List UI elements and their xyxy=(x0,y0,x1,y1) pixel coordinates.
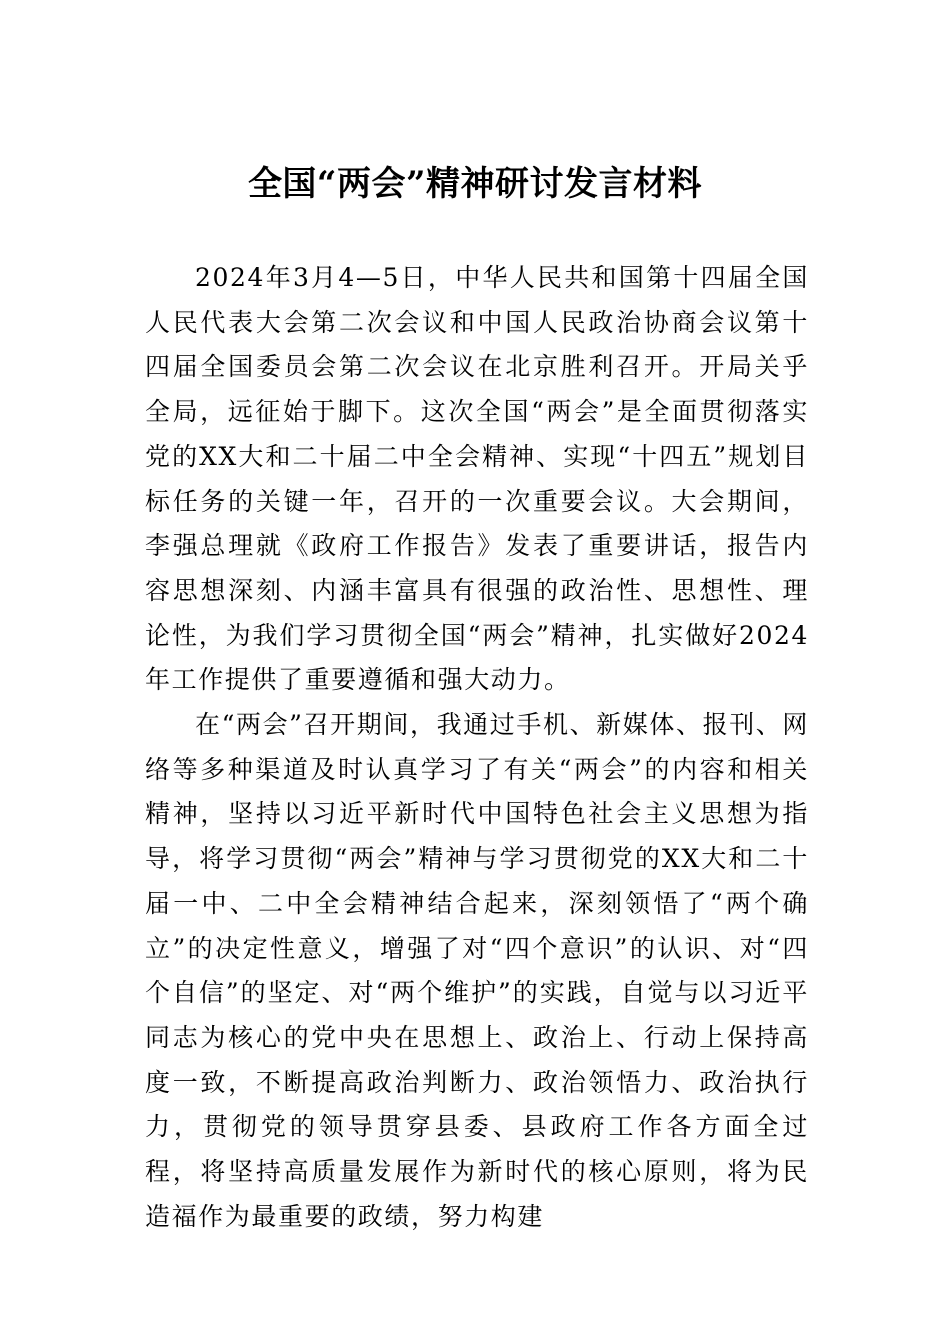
document-body xyxy=(145,256,809,1239)
document-title: 全国“两会”精神研讨发言材料 xyxy=(247,164,703,204)
paragraph-2: 在“两会”召开期间，我通过手机、新媒体、报刊、网络等多种渠道及时认真学习了有关“两会”的内容和相关精神，坚持以习近平新时代中国特色社会主义思想为指导，将学习贯彻“两会”精神与学习贯彻党的XX大和二十届一中、二中全会精神结合起来，深刻领悟了“两个确立”的决定性意义，增强了对“四个意识”的认识、对“四个自信”的坚定、对“两个维护”的实践，自觉与以习近平同志为核心的党中央在思想上、政治上、行动上保持高度一致，不断提高政治判断力、政治领悟力、政治执行力，贯彻党的领导贯穿县委、县政府工作各方面全过程，将坚持高质量发展作为新时代的核心原则，将为民造福作为最重要的政绩，努力构建 xyxy=(145,710,809,1231)
paragraph-1: 2024年3月4—5日，中华人民共和国第十四届全国人民代表大会第二次会议和中国人民政治协商会议第十四届全国委员会第二次会议在北京胜利召开。开局关乎全局，远征始于脚下。这次全国“两会”是全面贯彻落实党的XX大和二十届二中全会精神、实现“十四五”规划目标任务的关键一年，召开的一次重要会议。大会期间，李强总理就《政府工作报告》发表了重要讲话，报告内容思想深刻、内涵丰富具有很强的政治性、思想性、理论性，为我们学习贯彻全国“两会”精神，扎实做好2024年工作提供了重要遵循和强大动力。 xyxy=(145,263,809,695)
